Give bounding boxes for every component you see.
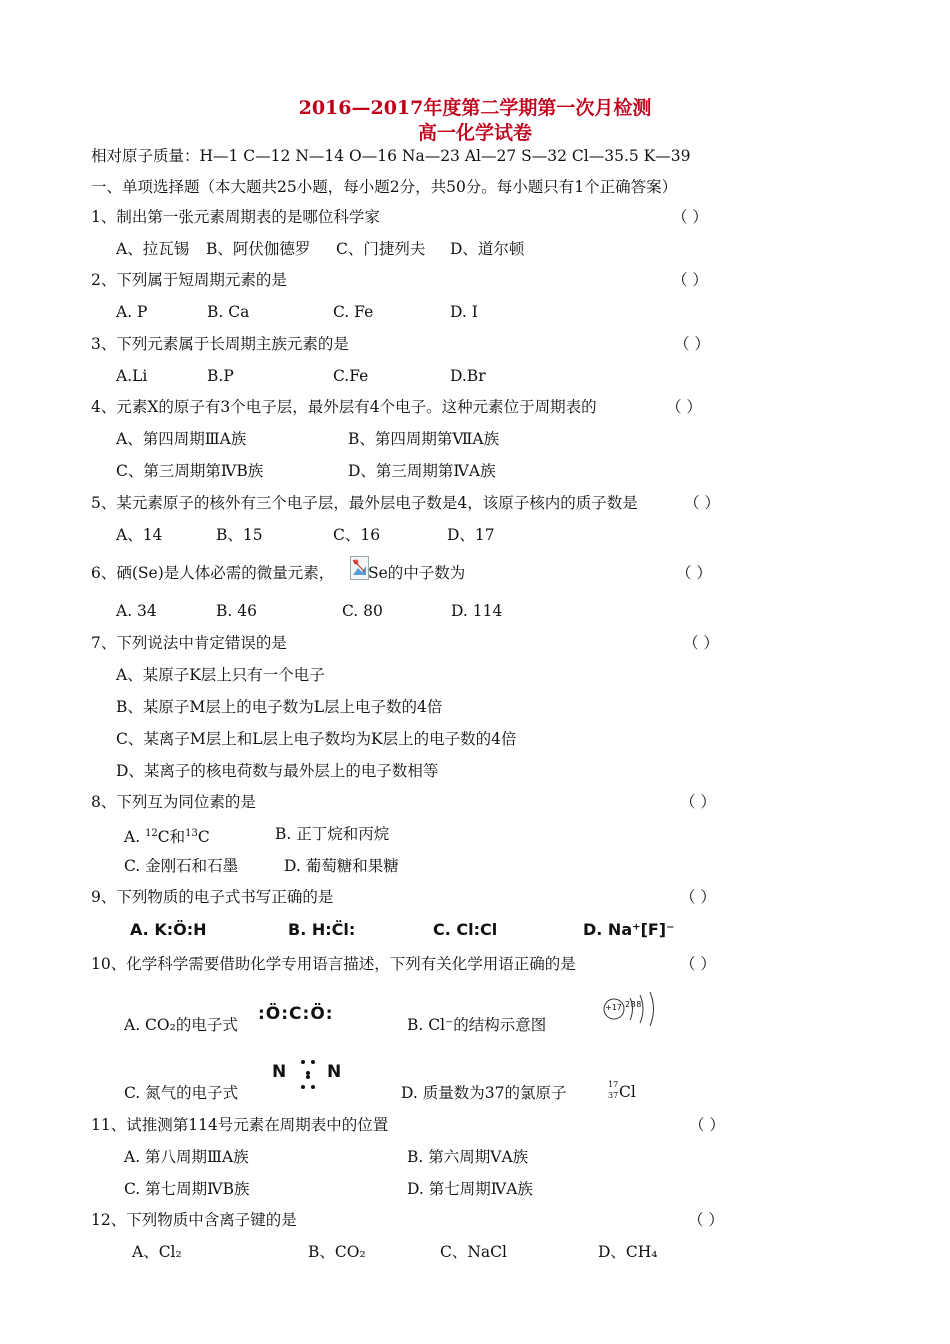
q9-option-c: C. Cl:Cl (433, 920, 498, 939)
q8-option-a-end: C (197, 828, 210, 847)
q5-option-c: C、16 (333, 526, 381, 544)
answer-blank-10[interactable]: （ ） (680, 955, 716, 973)
q2-option-c: C. Fe (333, 303, 374, 321)
question-12: 12、下列物质中含离子键的是 (91, 1211, 297, 1229)
q6-option-a: A. 34 (116, 602, 157, 620)
q10-option-c: C. 氮气的电子式 (124, 1084, 239, 1102)
q4-option-d: D、第三周期第ⅣA族 (348, 462, 496, 480)
answer-blank-11[interactable]: （ ） (689, 1116, 725, 1134)
q8-option-a-label: A. (124, 828, 141, 847)
answer-blank-5[interactable]: （ ） (684, 494, 720, 512)
q2-option-a: A. P (116, 303, 148, 321)
q8-isotope-mass-13: 13 (185, 828, 198, 839)
q1-option-d: D、道尔顿 (450, 240, 525, 258)
q12-option-d: D、CH₄ (598, 1243, 658, 1261)
question-3: 3、下列元素属于长周期主族元素的是 (91, 335, 349, 353)
atomic-masses: 相对原子质量：H—1 C—12 N—14 O—16 Na—23 Al—27 S—32 Cl—35.5 K—39 (91, 147, 691, 165)
answer-blank-1[interactable]: （ ） (672, 208, 708, 226)
n2-right-atom: N (327, 1062, 342, 1082)
q11-option-a: A. 第八周期ⅢA族 (124, 1148, 249, 1166)
chlorine-isotope-notation (608, 1080, 648, 1104)
q5-option-d: D、17 (447, 526, 495, 544)
q4-option-a: A、第四周期ⅢA族 (116, 430, 247, 448)
question-1: 1、制出第一张元素周期表的是哪位科学家 (91, 208, 380, 226)
q7-option-b: B、某原子M层上的电子数为L层上电子数的4倍 (116, 698, 443, 716)
q6-option-c: C. 80 (342, 602, 383, 620)
q12-option-c: C、NaCl (440, 1243, 507, 1261)
n2-left-atom: N (272, 1062, 287, 1082)
question-10: 10、化学科学需要借助化学专用语言描述，下列有关化学用语正确的是 (91, 955, 576, 973)
q5-option-b: B、15 (216, 526, 263, 544)
q7-option-c: C、某离子M层上和L层上电子数均为K层上的电子数的4倍 (116, 730, 517, 748)
q3-option-a: A.Li (116, 367, 148, 385)
q7-option-d: D、某离子的核电荷数与最外层上的电子数相等 (116, 762, 439, 780)
q2-option-b: B. Ca (207, 303, 250, 321)
q3-option-c: C.Fe (333, 367, 369, 385)
co2-electron-formula: :Ö:C:Ö: (258, 1004, 334, 1024)
q11-option-b: B. 第六周期ⅤA族 (407, 1148, 529, 1166)
q9-option-b: B. H:C̈l: (288, 920, 356, 939)
q1-option-b: B、阿伏伽德罗 (206, 240, 311, 258)
answer-blank-9[interactable]: （ ） (680, 888, 716, 906)
q12-option-a: A、Cl₂ (132, 1243, 182, 1261)
q3-option-d: D.Br (450, 367, 486, 385)
question-6-part-a: 6、硒(Se)是人体必需的微量元素， (91, 564, 335, 582)
q12-option-b: B、CO₂ (308, 1243, 366, 1261)
cl-upper-number: 17 (608, 1080, 619, 1089)
q8-isotope-mass-12: 12 (145, 828, 158, 839)
q4-option-b: B、第四周期第ⅦA族 (348, 430, 500, 448)
question-6-part-b: Se的中子数为 (368, 564, 466, 582)
answer-blank-8[interactable]: （ ） (680, 793, 716, 811)
q6-option-d: D. 114 (451, 602, 503, 620)
exam-title-line2: 高一化学试卷 (417, 122, 532, 144)
broken-image-icon (350, 556, 369, 580)
answer-blank-2[interactable]: （ ） (672, 271, 708, 289)
question-5: 5、某元素原子的核外有三个电子层，最外层电子数是4，该原子核内的质子数是 (91, 494, 638, 512)
chloride-shell-electrons: 2 8 8 (625, 1000, 641, 1009)
q4-option-c: C、第三周期第ⅣB族 (116, 462, 264, 480)
question-4: 4、元素X的原子有3个电子层，最外层有4个电子。这种元素位于周期表的 (91, 398, 597, 416)
q1-option-c: C、门捷列夫 (336, 240, 426, 258)
q1-option-a: A、拉瓦锡 (116, 240, 190, 258)
q8-option-a (124, 824, 210, 847)
q9-option-a: A. K:Ö:H (130, 920, 207, 939)
q10-option-d: D. 质量数为37的氯原子 (401, 1084, 567, 1102)
cl-symbol: Cl (619, 1083, 636, 1101)
answer-blank-7[interactable]: （ ） (683, 634, 719, 652)
question-11: 11、试推测第114号元素在周期表中的位置 (91, 1116, 389, 1134)
answer-blank-12[interactable]: （ ） (688, 1211, 724, 1229)
cl-lower-number: 37 (608, 1091, 619, 1100)
chloride-ion-structure-diagram (600, 990, 662, 1030)
exam-title-line1: 2016—2017年度第二学期第一次月检测 (298, 97, 652, 119)
q10-option-b: B. Cl⁻的结构示意图 (407, 1016, 547, 1034)
q5-option-a: A、14 (116, 526, 163, 544)
question-7: 7、下列说法中肯定错误的是 (91, 634, 287, 652)
q11-option-c: C. 第七周期ⅣB族 (124, 1180, 250, 1198)
section-heading: 一、单项选择题（本大题共25小题，每小题2分，共50分。每小题只有1个正确答案） (91, 178, 678, 196)
question-2: 2、下列属于短周期元素的是 (91, 271, 287, 289)
q8-option-a-mid: C和 (157, 828, 186, 847)
answer-blank-4[interactable]: （ ） (666, 398, 702, 416)
q9-option-d: D. Na⁺[F]⁻ (583, 920, 675, 939)
n2-electron-formula (272, 1058, 344, 1092)
q11-option-d: D. 第七周期ⅣA族 (407, 1180, 533, 1198)
chloride-nucleus-charge: +17 (605, 1003, 622, 1012)
question-9: 9、下列物质的电子式书写正确的是 (91, 888, 334, 906)
q8-option-c: C. 金刚石和石墨 (124, 857, 239, 875)
answer-blank-3[interactable]: （ ） (674, 335, 710, 353)
q10-option-a: A. CO₂的电子式 (124, 1016, 238, 1034)
q8-option-d: D. 葡萄糖和果糖 (284, 857, 399, 875)
q8-option-b: B. 正丁烷和丙烷 (275, 825, 390, 843)
q6-option-b: B. 46 (216, 602, 257, 620)
q7-option-a: A、某原子K层上只有一个电子 (116, 666, 325, 684)
answer-blank-6[interactable]: （ ） (676, 564, 712, 582)
q3-option-b: B.P (207, 367, 234, 385)
question-8: 8、下列互为同位素的是 (91, 793, 256, 811)
q2-option-d: D. I (450, 303, 478, 321)
